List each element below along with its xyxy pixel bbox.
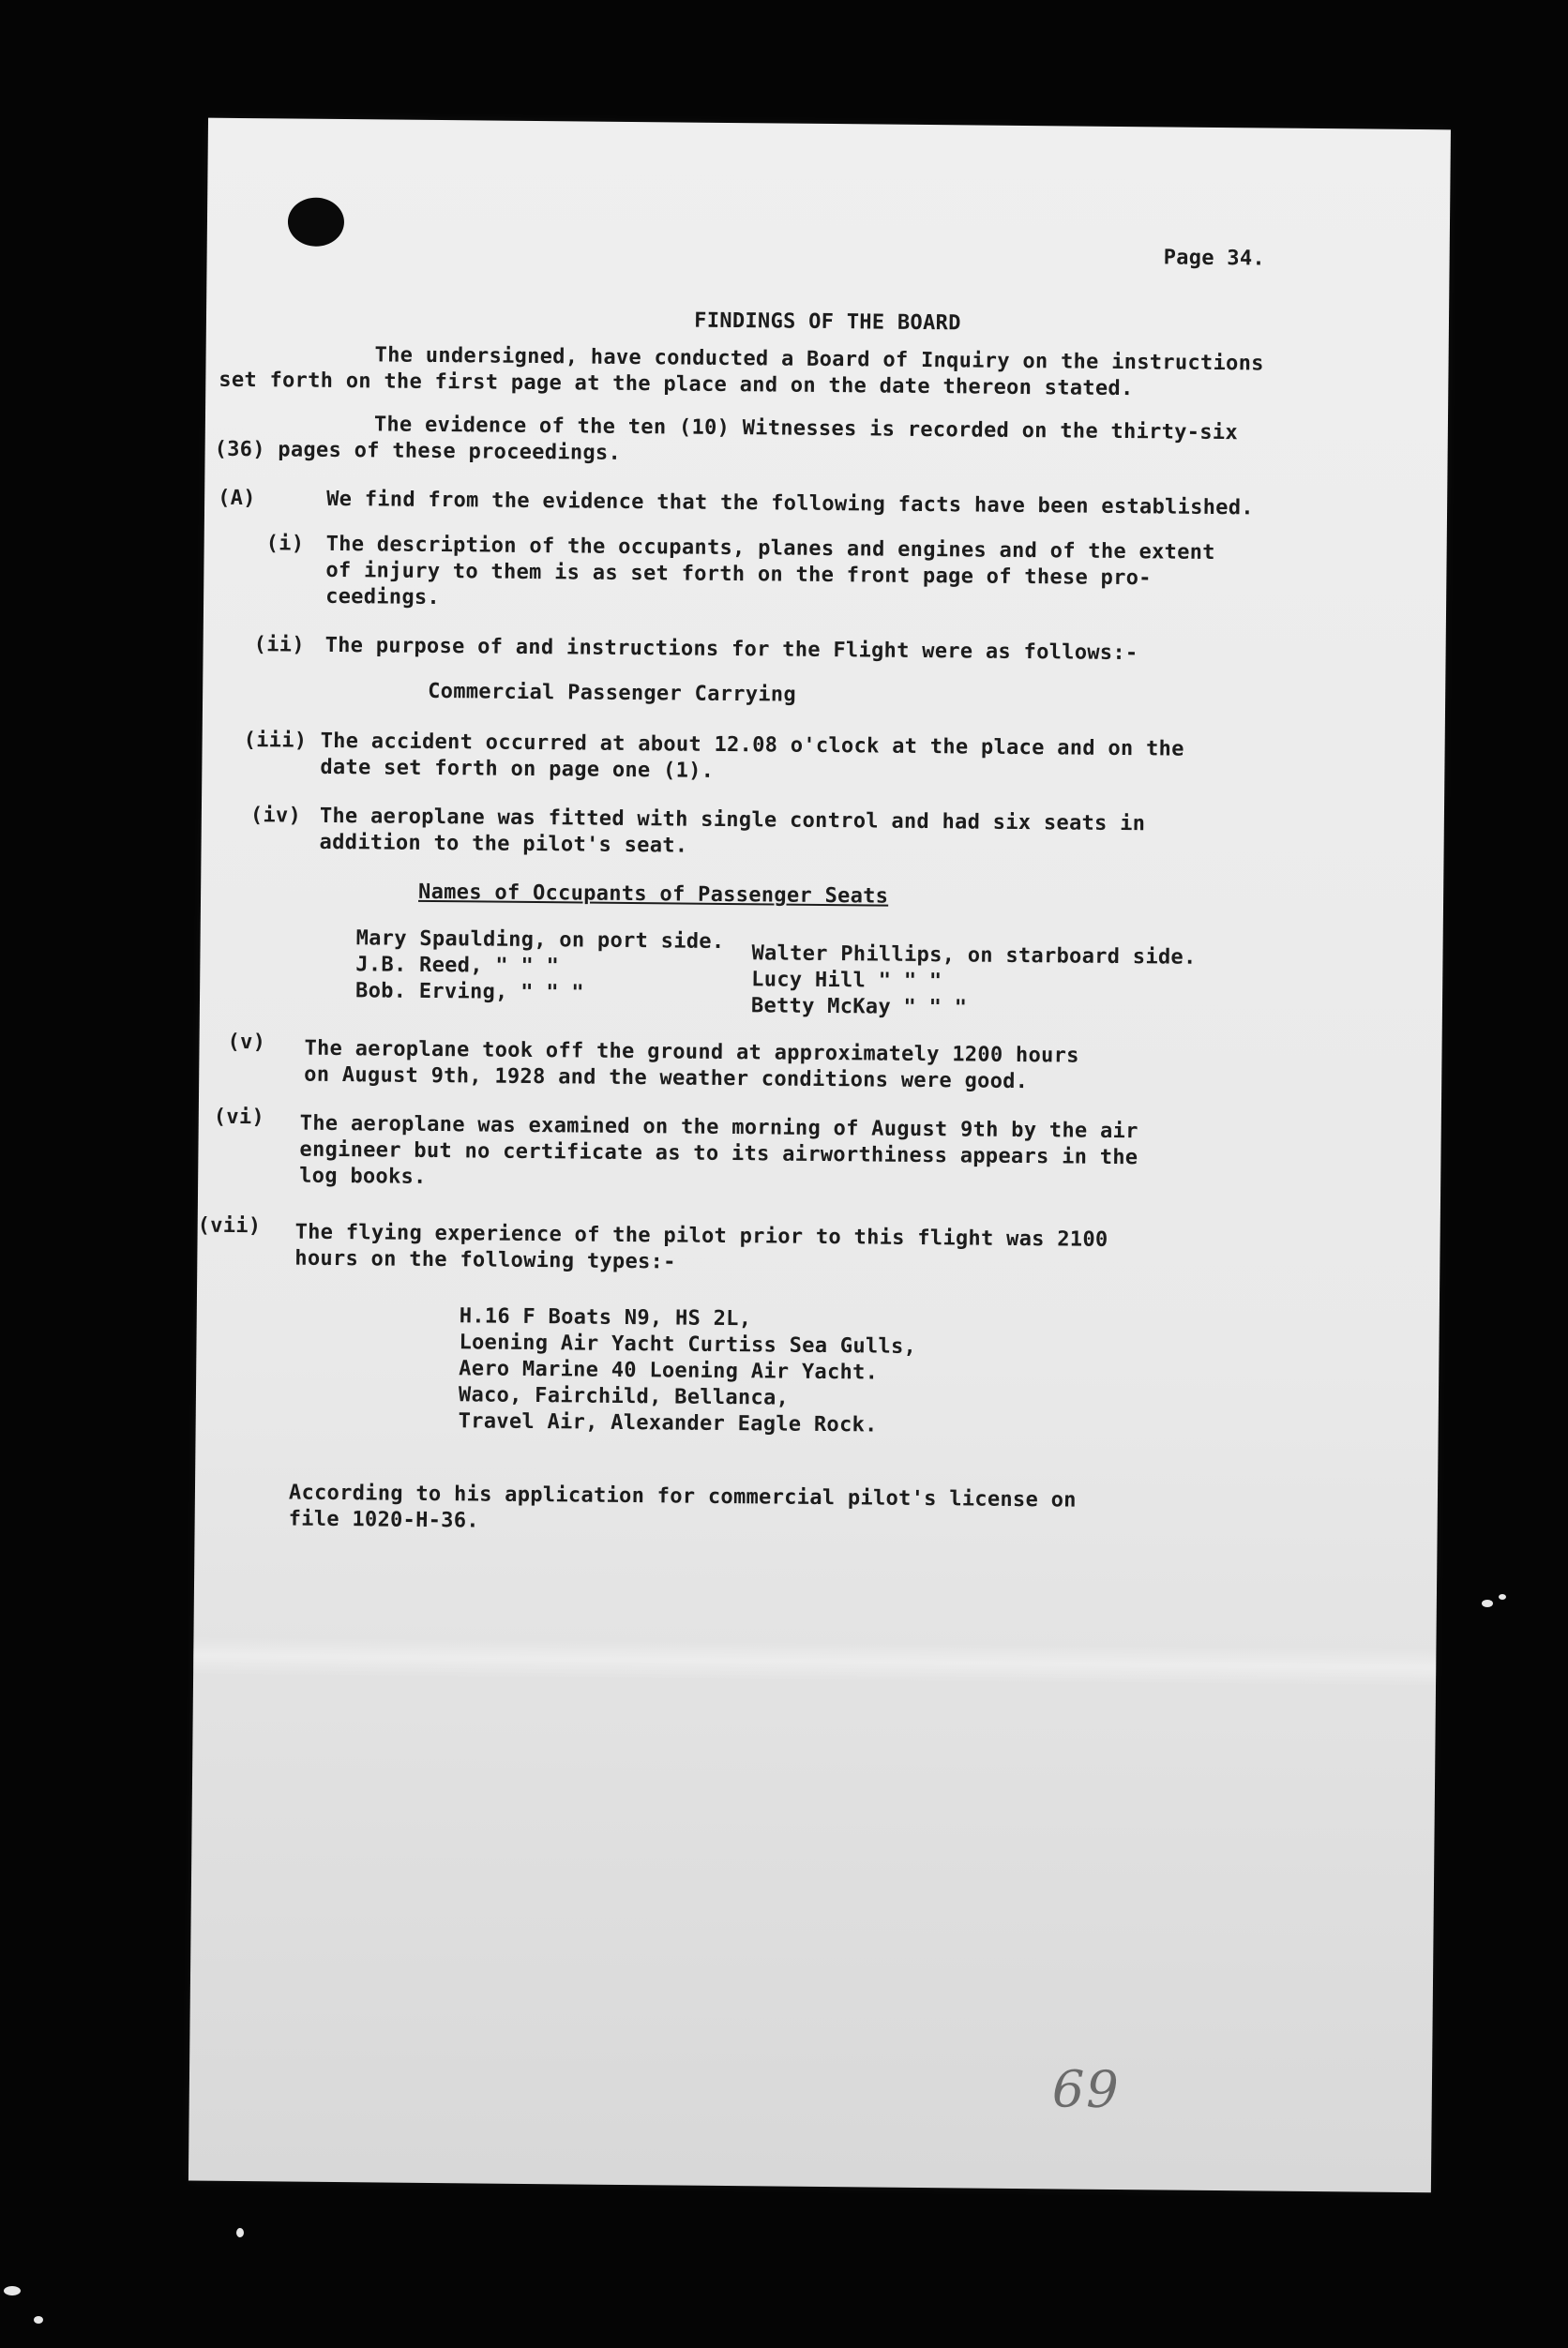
scan-speck — [34, 2316, 43, 2324]
punch-hole — [288, 197, 344, 247]
para2-line1: The evidence of the ten (10) Witnesses is recorded on the thirty-six — [373, 413, 1239, 445]
document-page — [188, 118, 1451, 2193]
item-vi-label: (vi) — [213, 1105, 265, 1130]
document-title: FINDINGS OF THE BOARD — [694, 309, 961, 336]
starboard-occupant-3: Betty McKay " " " — [750, 994, 968, 1020]
item-ii-text: The purpose of and instructions for the Flight were as follows:- — [324, 633, 1138, 666]
item-iv-label: (iv) — [249, 804, 302, 828]
section-a-text: We find from the evidence that the following facts have been established. — [326, 487, 1255, 520]
aircraft-type-4: Waco, Fairchild, Bellanca, — [458, 1383, 790, 1410]
item-vii-line2: hours on the following types:- — [294, 1246, 676, 1274]
item-vi-line1: The aeroplane was examined on the morning of August 9th by the air — [299, 1111, 1138, 1144]
scan-speck — [1482, 1600, 1493, 1607]
aircraft-type-5: Travel Air, Alexander Eagle Rock. — [458, 1409, 878, 1437]
item-vii-label: (vii) — [197, 1213, 262, 1239]
closing-line1: According to his application for commercial pilot's license on — [288, 1481, 1077, 1513]
aircraft-type-1: H.16 F Boats N9, HS 2L, — [459, 1304, 752, 1332]
scan-speck — [1499, 1594, 1506, 1600]
item-i-line2: of injury to them is as set forth on the front page of these pro- — [325, 558, 1152, 591]
item-v-line2: on August 9th, 1928 and the weather conditions were good. — [304, 1062, 1029, 1094]
occupants-heading: Names of Occupants of Passenger Seats — [417, 880, 889, 909]
section-a-label: (A) — [218, 486, 256, 511]
handwritten-folio-number: 69 — [1051, 2059, 1121, 2120]
para1-line2: set forth on the first page at the place and on the date thereon stated. — [219, 368, 1134, 401]
item-i-label: (i) — [265, 532, 305, 556]
port-occupant-3: Bob. Erving, " " " — [354, 979, 585, 1005]
item-v-line1: The aeroplane took off the ground at approximately 1200 hours — [304, 1036, 1079, 1068]
para2-line2: (36) pages of these proceedings. — [214, 437, 622, 465]
para1-line1: The undersigned, have conducted a Board of Inquiry on the instructions — [374, 343, 1264, 376]
item-v-label: (v) — [227, 1030, 266, 1055]
item-vi-line2: engineer but no certificate as to its airworthiness appears in the — [299, 1137, 1138, 1170]
item-iv-line2: addition to the pilot's seat. — [319, 830, 688, 858]
flight-purpose: Commercial Passenger Carrying — [428, 679, 797, 707]
starboard-occupant-1: Walter Phillips, on starboard side. — [751, 941, 1197, 970]
scan-speck — [4, 2286, 21, 2295]
item-iii-line2: date set forth on page one (1). — [320, 755, 715, 783]
item-iv-line1: The aeroplane was fitted with single control and had six seats in — [319, 804, 1146, 836]
aircraft-type-3: Aero Marine 40 Loening Air Yacht. — [459, 1357, 879, 1385]
item-ii-label: (ii) — [253, 633, 305, 657]
document-body — [197, 118, 1451, 1533]
item-iii-line1: The accident occurred at about 12.08 o'clock at the place and on the — [320, 729, 1184, 761]
item-iii-label: (iii) — [243, 729, 308, 753]
item-i-line3: ceedings. — [325, 584, 441, 610]
aircraft-type-2: Loening Air Yacht Curtiss Sea Gulls, — [459, 1331, 917, 1359]
item-i-line1: The description of the occupants, planes and engines and of the extent — [325, 532, 1215, 564]
starboard-occupant-2: Lucy Hill " " " — [751, 968, 942, 994]
page-number: Page 34. — [1163, 246, 1266, 271]
scan-fade-band — [193, 1637, 1436, 1687]
item-vii-line1: The flying experience of the pilot prior to this flight was 2100 — [294, 1220, 1108, 1252]
item-vi-line3: log books. — [299, 1164, 427, 1189]
port-occupant-2: J.B. Reed, " " " — [355, 953, 560, 979]
scan-speck — [236, 2228, 244, 2237]
port-occupant-1: Mary Spaulding, on port side. — [355, 926, 725, 954]
closing-line2: file 1020-H-36. — [288, 1507, 479, 1533]
